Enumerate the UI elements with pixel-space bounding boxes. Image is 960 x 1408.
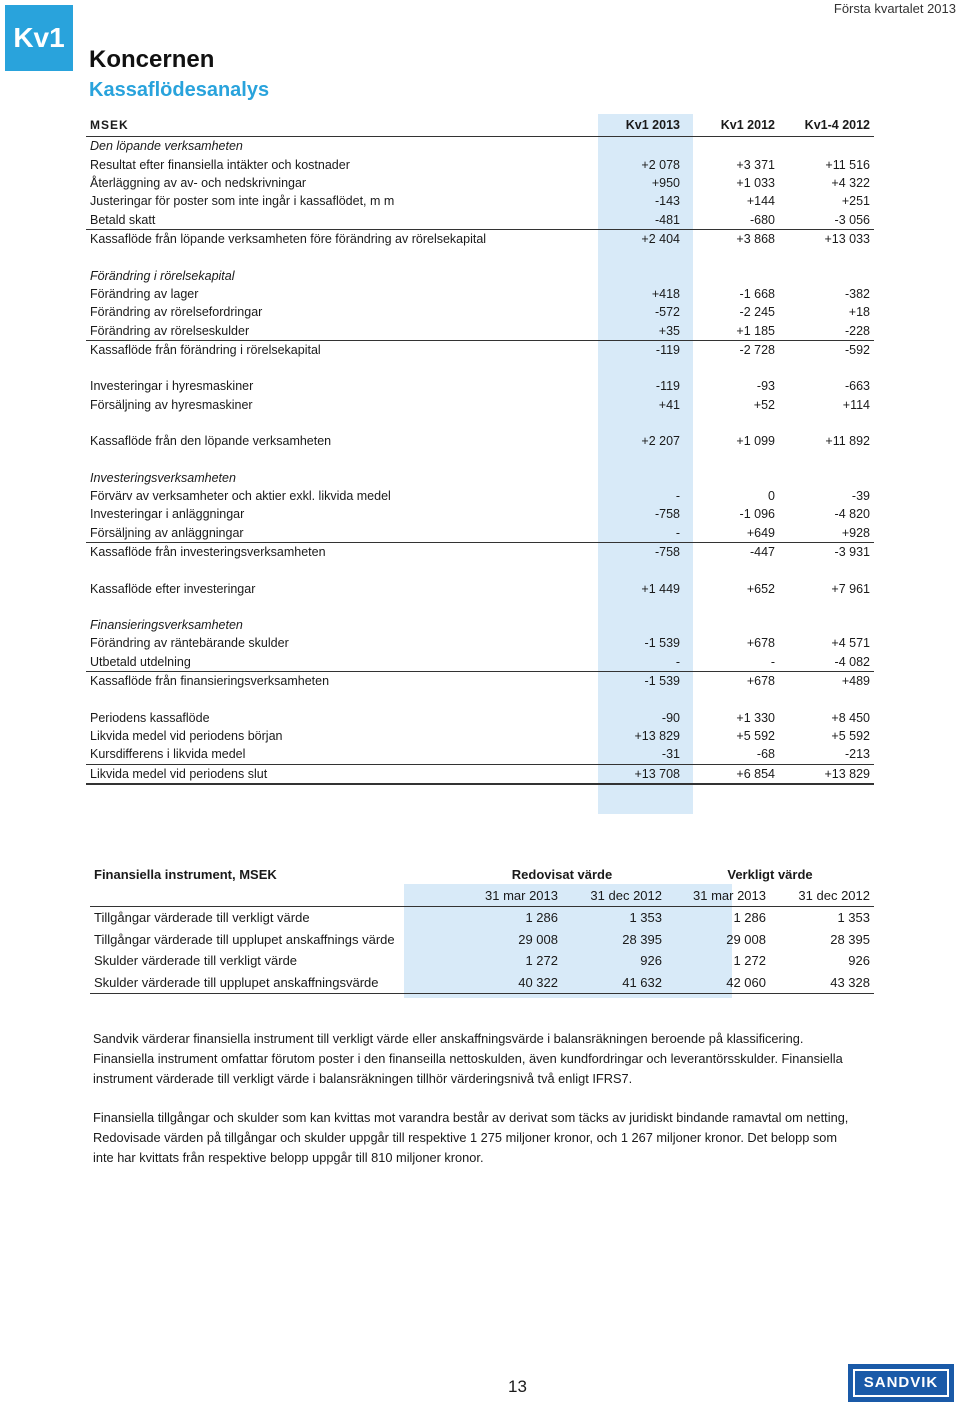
table-row (86, 487, 874, 505)
row-value: +13 829 (779, 764, 874, 784)
table-row (86, 211, 874, 230)
logo-text: SANDVIK (855, 1371, 947, 1395)
row-value: +950 (651, 175, 680, 190)
row-value: -663 (844, 379, 870, 394)
row-value: +251 (841, 194, 870, 209)
quarter-badge: Kv1 (5, 5, 73, 71)
row-value: -1 096 (739, 507, 775, 522)
instruments-title: Finansiella instrument, MSEK (94, 866, 277, 882)
row-label: Betald skatt (86, 211, 589, 230)
row-value: +6 854 (684, 764, 779, 784)
row-value: - (589, 653, 684, 672)
row-label: Återläggning av av- och nedskrivningar (90, 175, 307, 190)
row-value: -758 (654, 545, 680, 560)
row-value: +11 892 (825, 434, 870, 449)
row-value: -1 668 (739, 286, 775, 301)
row-value: -4 820 (834, 507, 870, 522)
table-row (90, 950, 874, 972)
row-label: Utbetald utdelning (86, 653, 589, 672)
table-row (86, 579, 874, 597)
row-value: +652 (746, 581, 775, 596)
quarter-label: Första kvartalet 2013 (833, 1, 956, 16)
spacer-row (86, 598, 874, 616)
row-label: Skulder värderade till upplupet anskaffningsvärde (90, 972, 458, 994)
table-row (86, 634, 874, 652)
section-heading-row (86, 468, 874, 486)
column-header: Kv1 2012 (684, 114, 779, 137)
row-value: +678 (746, 636, 775, 651)
paragraph-classification: Sandvik värderar finansiella instrument till verkligt värde eller anskaffningsvärde i balansräkningen beroende på klassificering. Finansiella instrument omfattar förutom poster i den finanseilla nettoskulden, även kundfordringar och leverantörsskulder. Finansiella instrument värderade till verkligt värde i balansräkningen tillhör värderingsnivå två enligt IFRS7. (93, 1031, 843, 1086)
row-value: 1 286 (733, 910, 766, 926)
row-value: 1 272 (733, 953, 766, 969)
section-heading: Investeringsverksamheten (90, 470, 236, 485)
table-row (86, 340, 874, 359)
row-value: 41 632 (562, 972, 666, 994)
row-value: +7 961 (831, 581, 870, 596)
cashflow-statement (86, 114, 874, 785)
row-value: +1 185 (684, 322, 779, 341)
table-row (86, 745, 874, 764)
section-heading-row (86, 137, 874, 156)
group-header: Verkligt värde (727, 866, 813, 882)
table-row (86, 671, 874, 690)
column-header: Kv1-4 2012 (779, 114, 874, 137)
row-label: Försäljning av anläggningar (86, 524, 589, 543)
row-value: -592 (844, 343, 870, 358)
row-value: -119 (655, 379, 680, 394)
row-label: Kassaflöde från investeringsverksamheten (90, 545, 326, 560)
column-header: Kv1 2013 (589, 114, 684, 137)
instruments-table (90, 864, 874, 994)
row-label: Investeringar i anläggningar (90, 507, 245, 522)
date-header: 31 dec 2012 (770, 884, 874, 907)
section-heading: Finansieringsverksamheten (90, 618, 243, 632)
row-value: -447 (749, 545, 775, 560)
row-value: -572 (654, 305, 680, 320)
row-value: +678 (746, 674, 775, 689)
table-row (86, 708, 874, 726)
date-header: 31 mar 2013 (666, 884, 770, 907)
row-value: +41 (658, 397, 680, 412)
date-header-row (90, 884, 874, 907)
section-heading-row (86, 266, 874, 284)
row-value: +114 (842, 397, 870, 412)
row-value: - (675, 489, 680, 504)
row-value: -1 539 (644, 636, 680, 651)
cashflow-table (86, 114, 874, 785)
unit-label: MSEK (86, 114, 589, 137)
row-label: Tillgångar värderade till verkligt värde (94, 910, 310, 926)
section-heading: Förändring i rörelsekapital (90, 268, 235, 283)
row-label: Kassaflöde från löpande verksamheten före förändring av rörelsekapital (90, 232, 487, 247)
row-value: +928 (779, 524, 874, 543)
table-row (86, 396, 874, 414)
row-value: -3 931 (834, 545, 870, 560)
table-row (90, 972, 874, 994)
row-value: 926 (848, 953, 870, 969)
row-value: 40 322 (458, 972, 562, 994)
row-value: - (684, 653, 779, 672)
page-number: 13 (508, 1377, 527, 1396)
row-label: Kassaflöde från förändring i rörelsekapital (90, 343, 321, 358)
row-value: 28 395 (622, 931, 662, 947)
row-label: Kursdifferens i likvida medel (86, 745, 589, 764)
table-row (86, 764, 874, 784)
group-header-row (90, 864, 874, 884)
row-value: +13 708 (589, 764, 684, 784)
row-value: -228 (779, 322, 874, 341)
row-value: +2 207 (641, 434, 680, 449)
row-label: Förvärv av verksamheter och aktier exkl. likvida medel (90, 489, 391, 504)
row-label: Försäljning av hyresmaskiner (90, 397, 253, 412)
table-row (86, 524, 874, 543)
financial-instruments (90, 864, 874, 994)
row-label: Likvida medel vid periodens början (90, 728, 283, 743)
row-value: +5 592 (736, 728, 775, 743)
row-value: 926 (640, 953, 662, 969)
table-row (86, 543, 874, 562)
sandvik-logo (848, 1364, 954, 1402)
date-header: 31 mar 2013 (458, 884, 562, 907)
row-value: +2 404 (641, 232, 680, 247)
table-row (86, 653, 874, 672)
table-row (86, 229, 874, 248)
page-subtitle: Kassaflödesanalys (89, 79, 270, 101)
paragraph-netting: Finansiella tillgångar och skulder som kan kvittas mot varandra består av derivat som täcks av juridiskt bindande ramavtal om netting, Redovisade värden på tillgångar och skulder uppgår till respektive 1 275 miljoner kronor, och 1 267 miljoner kronor. Det belopp som inte har kvittats från respektive belopp uppgår till 810 miljoner kronor. (93, 1110, 849, 1165)
row-value: -481 (589, 211, 684, 230)
row-value: 29 008 (726, 931, 766, 947)
table-row (90, 929, 874, 951)
table-row (86, 303, 874, 321)
row-label: Periodens kassaflöde (90, 710, 210, 725)
table-row (86, 322, 874, 341)
row-label: Likvida medel vid periodens slut (86, 764, 589, 784)
row-value: -93 (756, 379, 775, 394)
row-label: Förändring av rörelseskulder (86, 322, 589, 341)
row-value: +5 592 (831, 728, 870, 743)
row-value: -758 (654, 507, 680, 522)
row-value: +8 450 (831, 710, 870, 725)
row-value: +18 (848, 305, 870, 320)
spacer-row (86, 450, 874, 468)
spacer-row (86, 359, 874, 377)
table-row (86, 174, 874, 192)
row-value: +2 078 (641, 157, 680, 172)
row-value: 1 353 (629, 910, 662, 926)
row-value: +3 371 (736, 157, 775, 172)
row-value: 1 353 (837, 910, 870, 926)
row-value: +52 (753, 397, 775, 412)
row-label: Resultat efter finansiella intäkter och kostnader (90, 157, 350, 172)
date-header: 31 dec 2012 (562, 884, 666, 907)
row-value: -68 (684, 745, 779, 764)
table-row (86, 285, 874, 303)
row-label: Kassaflöde från finansieringsverksamheten (90, 674, 330, 689)
section-heading-row (86, 616, 874, 634)
table-row (86, 192, 874, 210)
row-value: -382 (844, 286, 870, 301)
row-label: Justeringar för poster som inte ingår i kassaflödet, m m (90, 194, 395, 209)
row-label: Skulder värderade till verkligt värde (94, 953, 298, 969)
row-value: +1 449 (641, 581, 680, 596)
row-label: Tillgångar värderade till upplupet anskaffnings värde (94, 931, 395, 947)
row-value: +13 829 (634, 728, 680, 743)
row-value: -680 (684, 211, 779, 230)
row-label: Kassaflöde efter investeringar (90, 581, 256, 596)
row-value: -143 (654, 194, 680, 209)
row-value: 28 395 (830, 931, 870, 947)
row-value: +4 571 (831, 636, 870, 651)
section-heading: Den löpande verksamheten (90, 139, 243, 154)
table-header-row (86, 114, 874, 137)
row-value: -31 (589, 745, 684, 764)
table-row (86, 727, 874, 745)
row-value: -213 (779, 745, 874, 764)
row-value: -39 (851, 489, 870, 504)
page-title: Koncernen (89, 46, 215, 73)
row-value: -119 (655, 343, 680, 358)
spacer-row (86, 248, 874, 266)
table-row (86, 505, 874, 523)
spacer-row (86, 414, 874, 432)
row-label: Förändring av räntebärande skulder (90, 636, 289, 651)
row-value: 1 286 (525, 910, 558, 926)
row-value: +13 033 (824, 232, 870, 247)
table-row (86, 377, 874, 395)
table-row (90, 907, 874, 929)
row-value: +489 (841, 674, 870, 689)
spacer-row (86, 690, 874, 708)
row-value: +144 (746, 194, 775, 209)
row-value: +1 099 (736, 434, 775, 449)
row-label: Investeringar i hyresmaskiner (90, 379, 254, 394)
row-value: - (589, 524, 684, 543)
row-label: Kassaflöde från den löpande verksamheten (90, 434, 332, 449)
row-value: -2 728 (739, 343, 775, 358)
row-label: Förändring av lager (90, 286, 199, 301)
row-value: +418 (651, 286, 680, 301)
row-value: -1 539 (644, 674, 680, 689)
row-value: 42 060 (666, 972, 770, 994)
table-row (86, 155, 874, 173)
spacer-row (86, 561, 874, 579)
table-row (86, 432, 874, 450)
row-value: 1 272 (525, 953, 558, 969)
row-label: Förändring av rörelsefordringar (90, 305, 263, 320)
row-value: +11 516 (825, 157, 870, 172)
row-value: -2 245 (739, 305, 775, 320)
row-value: +649 (684, 524, 779, 543)
row-value: +4 322 (831, 175, 870, 190)
row-value: +3 868 (736, 232, 775, 247)
row-value: 29 008 (518, 931, 558, 947)
row-value: -90 (661, 710, 680, 725)
row-value: 43 328 (770, 972, 874, 994)
row-value: -4 082 (779, 653, 874, 672)
row-value: +1 330 (736, 710, 775, 725)
row-value: -3 056 (779, 211, 874, 230)
group-header: Redovisat värde (511, 866, 613, 882)
row-value: 0 (768, 489, 775, 504)
row-value: +1 033 (736, 175, 775, 190)
row-value: +35 (589, 322, 684, 341)
